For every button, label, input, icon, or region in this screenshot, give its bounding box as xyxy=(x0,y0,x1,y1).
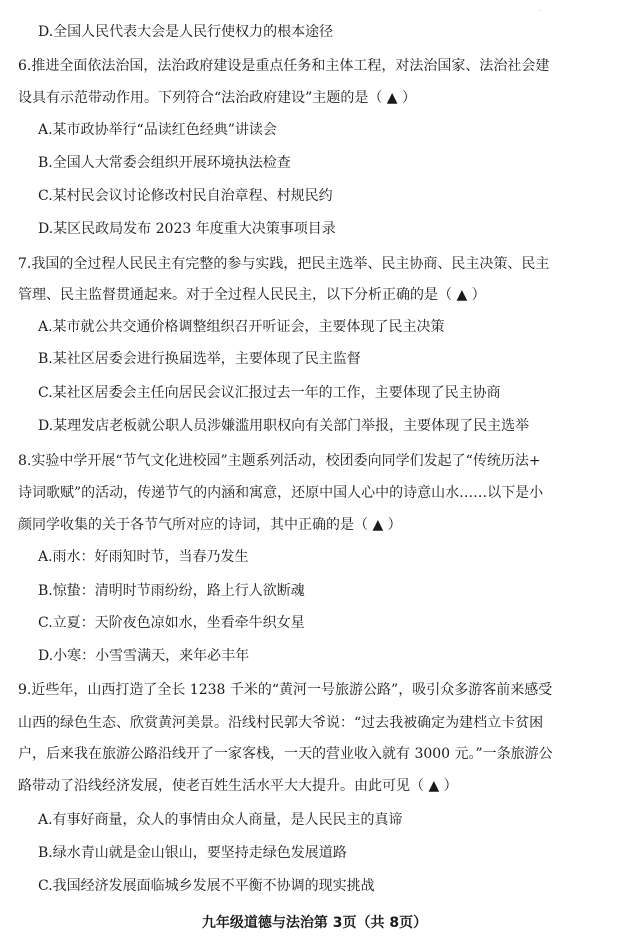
q6-option-c: C.某村民会议讨论修改村民自治章程、村规民约 xyxy=(38,188,333,204)
q5-option-d: D.全国人民代表大会是人民行使权力的根本途径 xyxy=(38,24,334,40)
q9-stem-line-4: 路带动了沿线经济发展，使老百姓生活水平大大提升。由此可见（ ▲ ） xyxy=(18,778,458,794)
q9-stem-line-2: 山西的绿色生态、欣赏黄河美景。沿线村民郭大爷说：“过去我被确定为建档立卡贫困 xyxy=(18,715,544,731)
q7-stem-line-2: 管理、民主监督贯通起来。对于全过程人民民主，以下分析正确的是（ ▲ ） xyxy=(18,287,486,303)
q7-stem-line-1: 7.我国的全过程人民民主有完整的参与实践，把民主选举、民主协商、民主决策、民主 xyxy=(18,256,550,272)
q6-option-b: B.全国人大常委会组织开展环境执法检查 xyxy=(38,155,291,171)
q9-stem-line-3: 户，后来我在旅游公路沿线开了一家客栈，一天的营业收入就有 3000 元。”一条旅游公 xyxy=(18,746,553,762)
q8-stem-line-2: 诗词歌赋”的活动，传递节气的内涵和寓意，还原中国人心中的诗意山水……以下是小 xyxy=(18,485,544,501)
q8-stem-line-1: 8.实验中学开展“节气文化进校园”主题系列活动，校团委向同学们发起了“传统历法+ xyxy=(18,453,541,469)
q9-option-b: B.绿水青山就是金山银山，要坚持走绿色发展道路 xyxy=(38,845,347,861)
q8-option-d: D.小寒：小雪雪满天，来年必丰年 xyxy=(38,648,250,664)
q9-stem-line-1: 9.近些年，山西打造了全长 1238 千米的“黄河一号旅游公路”，吸引众多游客前来感受 xyxy=(18,682,553,698)
q6-option-a: A.某市政协举行“品读红色经典”讲读会 xyxy=(38,122,277,138)
q6-stem-line-1: 6.推进全面依法治国，法治政府建设是重点任务和主体工程，对法治国家、法治社会建 xyxy=(18,58,550,74)
q8-option-a: A.雨水：好雨知时节，当春乃发生 xyxy=(38,549,249,565)
q9-option-a: A.有事好商量，众人的事情由众人商量，是人民民主的真谛 xyxy=(38,812,403,828)
q8-stem-line-3: 颜同学收集的关于各节气所对应的诗词，其中正确的是（ ▲ ） xyxy=(18,517,402,533)
q8-option-c: C.立夏：天阶夜色凉如水，坐看牵牛织女星 xyxy=(38,615,305,631)
q6-stem-line-2: 设具有示范带动作用。下列符合“法治政府建设”主题的是（ ▲ ） xyxy=(18,90,416,106)
q7-option-d: D.某理发店老板就公职人员涉嫌滥用职权向有关部门举报，主要体现了民主选举 xyxy=(38,418,530,434)
q7-option-a: A.某市就公共交通价格调整组织召开听证会，主要体现了民主决策 xyxy=(38,319,445,335)
q6-option-d: D.某区民政局发布 2023 年度重大决策事项目录 xyxy=(38,221,336,237)
page-footer: 九年级道德与法治第 3页（共 8页） xyxy=(201,915,428,931)
q7-option-b: B.某社区居委会进行换届选举，主要体现了民主监督 xyxy=(38,351,361,367)
q9-option-c: C.我国经济发展面临城乡发展不平衡不协调的现实挑战 xyxy=(38,878,375,894)
q8-option-b: B.惊蛰：清明时节雨纷纷，路上行人欲断魂 xyxy=(38,583,305,599)
corner-mark: . xyxy=(539,6,541,13)
q7-option-c: C.某社区居委会主任向居民会议汇报过去一年的工作，主要体现了民主协商 xyxy=(38,385,501,401)
